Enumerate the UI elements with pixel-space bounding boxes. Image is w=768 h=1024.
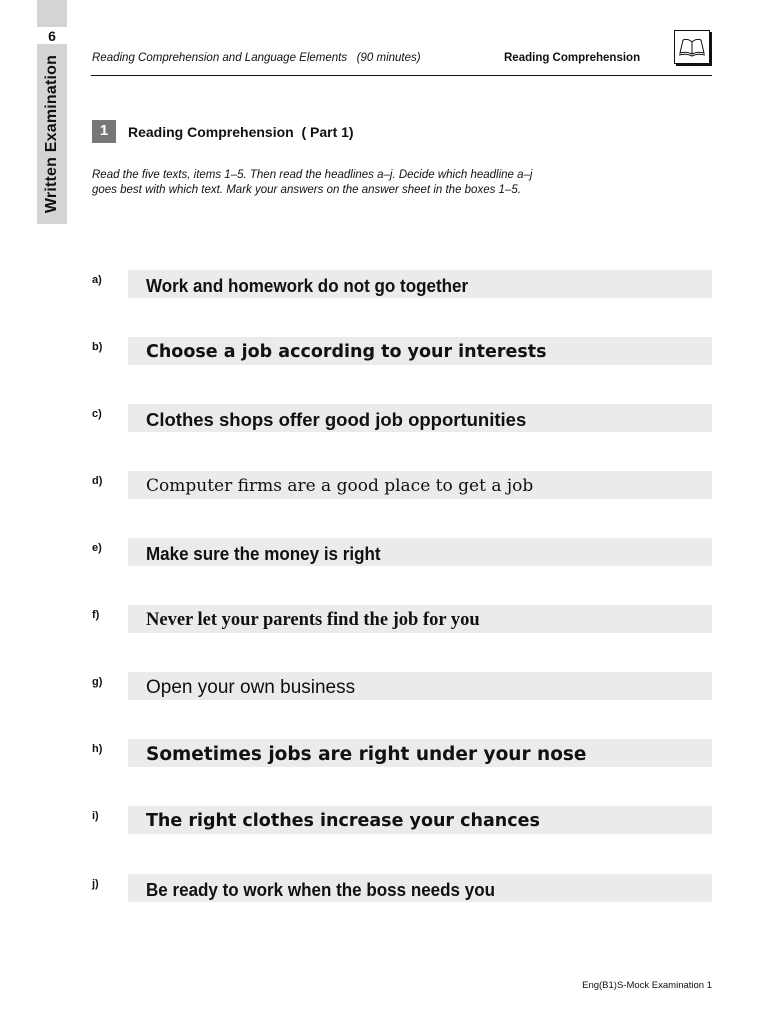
side-tab-label: Written Examination [43,54,60,214]
header-right-title: Reading Comprehension [504,52,641,64]
headline-text: Never let your parents find the job for you [146,610,480,630]
headline-letter: h) [92,743,103,755]
section-title: Reading Comprehension ( Part 1) [128,124,354,140]
headline-text: Sometimes jobs are right under your nose [146,744,587,765]
headline-text: Make sure the money is right [146,543,381,564]
headline-row [0,605,768,635]
open-book-icon [674,30,710,64]
headline-box [128,806,712,834]
headline-text: Be ready to work when the boss needs you [146,879,495,900]
headline-row [0,337,768,367]
headline-row [0,806,768,836]
header-rule [91,75,712,76]
headline-letter: f) [92,609,100,621]
headline-box [128,605,712,633]
headline-letter: g) [92,676,103,688]
headline-row [0,538,768,568]
instructions-line-1: Read the five texts, items 1–5. Then read the headlines a–j. Decide which headline a–j [92,169,533,181]
headline-row [0,270,768,300]
open-book-icon-graphic [677,36,707,58]
headline-letter: e) [92,542,102,554]
headline-box [128,739,712,767]
headline-box [128,538,712,566]
headline-box [128,672,712,700]
headline-row [0,739,768,769]
headline-box [128,874,712,902]
headline-text: Computer firms are a good place to get a job [146,476,534,496]
headline-text: Work and homework do not go together [146,275,469,296]
headline-letter: a) [92,274,102,286]
side-tab-top [37,0,67,27]
headline-text: Clothes shops offer good job opportunities [146,409,527,430]
headline-letter: d) [92,475,103,487]
headline-row [0,672,768,702]
footer-text: Eng(B1)S-Mock Examination 1 [582,980,712,991]
headline-letter: c) [92,408,102,420]
headline-box [128,404,712,432]
headline-text: The right clothes increase your chances [146,811,540,831]
headline-row [0,404,768,434]
headline-letter: j) [92,878,99,890]
headline-text: Choose a job according to your interests [146,342,547,362]
header-left-title: Reading Comprehension and Language Elements (90 minutes) [92,52,421,64]
headline-box [128,471,712,499]
headline-letter: i) [92,810,99,822]
instructions [92,168,592,198]
headline-box [128,337,712,365]
instructions-line-2: goes best with which text. Mark your answers on the answer sheet in the boxes 1–5. [92,184,521,196]
page-number: 6 [48,28,56,44]
section-number-badge: 1 [92,120,116,143]
headline-row [0,874,768,904]
headline-text: Open your own business [146,677,356,698]
headline-row [0,471,768,501]
headline-box [128,270,712,298]
headline-letter: b) [92,341,103,353]
